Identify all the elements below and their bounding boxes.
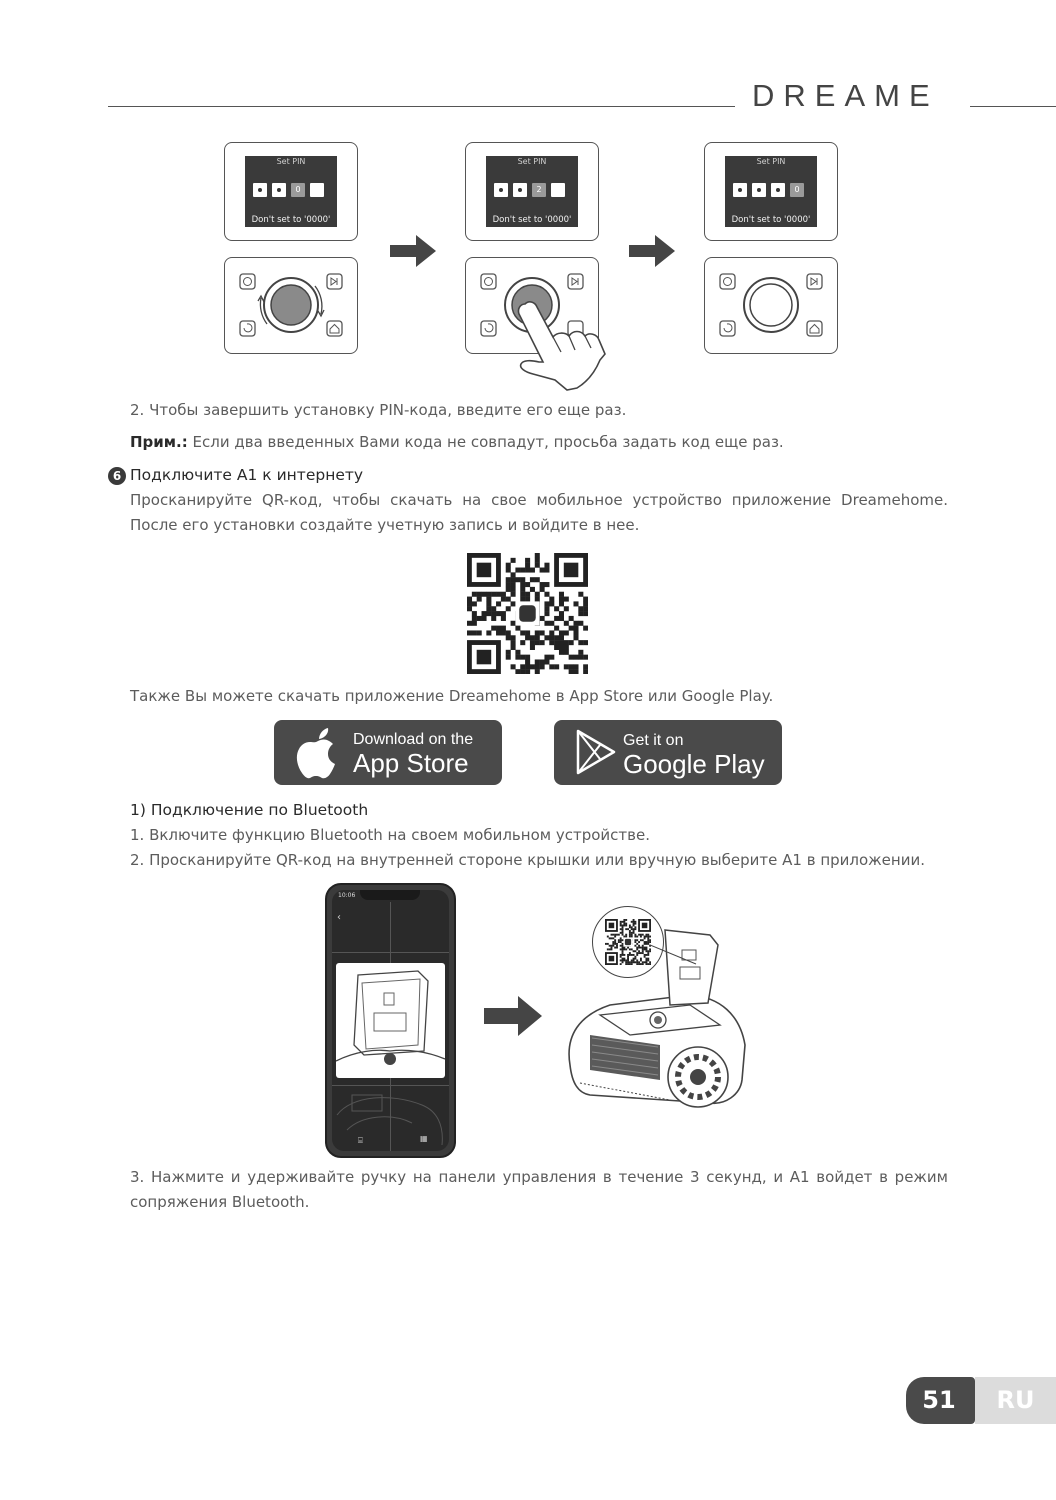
control-panel-3 [704, 257, 838, 354]
phone-grid-line [332, 952, 449, 953]
back-icon[interactable]: ‹ [337, 912, 341, 923]
pin-screen-title: Set PIN [276, 157, 306, 166]
pin-screen-2 [465, 142, 599, 241]
knob-rotate-icon [225, 258, 357, 353]
section-body: Просканируйте QR-код, чтобы скачать на свое мобильное устройство приложение Dreamehome. После его установки создайте учетную запись и войдите в нее. [130, 491, 948, 534]
pin-digit [272, 183, 286, 197]
scan-frame [336, 963, 445, 1078]
bluetooth-step2: 2. Просканируйте QR-код на внутренней стороне крышки или вручную выберите А1 в приложении. [130, 851, 925, 869]
pin-digit [551, 183, 565, 197]
section-title: Подключите А1 к интернету [130, 466, 364, 484]
lid-illustration [336, 963, 445, 1078]
app-store-badge[interactable] [274, 720, 502, 785]
pin-screen-title: Set PIN [517, 157, 547, 166]
section-number-badge [108, 467, 126, 485]
phone-illustration [325, 883, 456, 1158]
note [130, 430, 784, 455]
phone-notch [360, 890, 420, 900]
phone-time: 10:06 [338, 892, 356, 899]
stores-text: Также Вы можете скачать приложение Dreamehome в App Store или Google Play. [130, 687, 774, 705]
pin-warning: Don't set to '0000' [731, 215, 811, 225]
google-play-small: Get it on [623, 732, 684, 749]
app-store-small: Download on the [353, 731, 474, 748]
pin-digit [253, 183, 267, 197]
gallery-icon[interactable]: ▦ [420, 1134, 428, 1143]
bluetooth-heading: 1) Подключение по Bluetooth [130, 801, 369, 819]
pin-screen-3 [704, 142, 838, 241]
pin-warning: Don't set to '0000' [492, 215, 572, 225]
arrow-right-icon [484, 996, 542, 1036]
pin-digit [752, 183, 766, 197]
header-rule-left [108, 106, 735, 107]
google-play-badge[interactable] [554, 720, 782, 785]
pin-screen-title: Set PIN [756, 157, 786, 166]
page-number: 51 [922, 1386, 956, 1414]
apple-icon [294, 727, 342, 779]
header-rule-right [970, 106, 1056, 107]
phone-screen [332, 890, 449, 1151]
pin-digit-current: 0 [790, 183, 804, 197]
brand-logo: DREAME [752, 78, 939, 113]
pin-digit-current: 2 [532, 183, 546, 197]
arrow-right-icon [390, 235, 436, 267]
section-number: 6 [112, 469, 122, 483]
qr-code-lid [605, 919, 651, 965]
qr-code-app [467, 553, 588, 674]
pin-digit-current: 0 [291, 183, 305, 197]
pin-screen-1 [224, 142, 358, 241]
play-icon [576, 729, 616, 775]
hand-press-icon [505, 292, 615, 392]
pin-digit [733, 183, 747, 197]
pin-warning: Don't set to '0000' [251, 215, 331, 225]
pin-digit [513, 183, 527, 197]
language-code: RU [996, 1386, 1035, 1414]
pin-digit [771, 183, 785, 197]
phone-mower-sketch [332, 1085, 449, 1151]
zoom-leader-line [650, 940, 700, 970]
app-store-big: App Store [353, 748, 469, 778]
google-play-big: Google Play [623, 749, 765, 779]
bluetooth-step3: 3. Нажмите и удерживайте ручку на панели управления в течение 3 секунд, и А1 войдет в режим сопряжения Bluetooth. [130, 1168, 948, 1211]
bluetooth-step1: 1. Включите функцию Bluetooth на своем мобильном устройстве. [130, 826, 650, 844]
step2-text: 2. Чтобы завершить установку PIN-кода, введите его еще раз. [130, 401, 627, 419]
note-text: Если два введенных Вами кода не совпадут, просьба задать код еще раз. [187, 433, 784, 451]
arrow-right-icon [629, 235, 675, 267]
pin-digit [310, 183, 324, 197]
control-panel-1 [224, 257, 358, 354]
note-label: Прим.: [130, 433, 188, 451]
torch-icon[interactable]: ⌸ [358, 1136, 363, 1145]
pin-digit [494, 183, 508, 197]
